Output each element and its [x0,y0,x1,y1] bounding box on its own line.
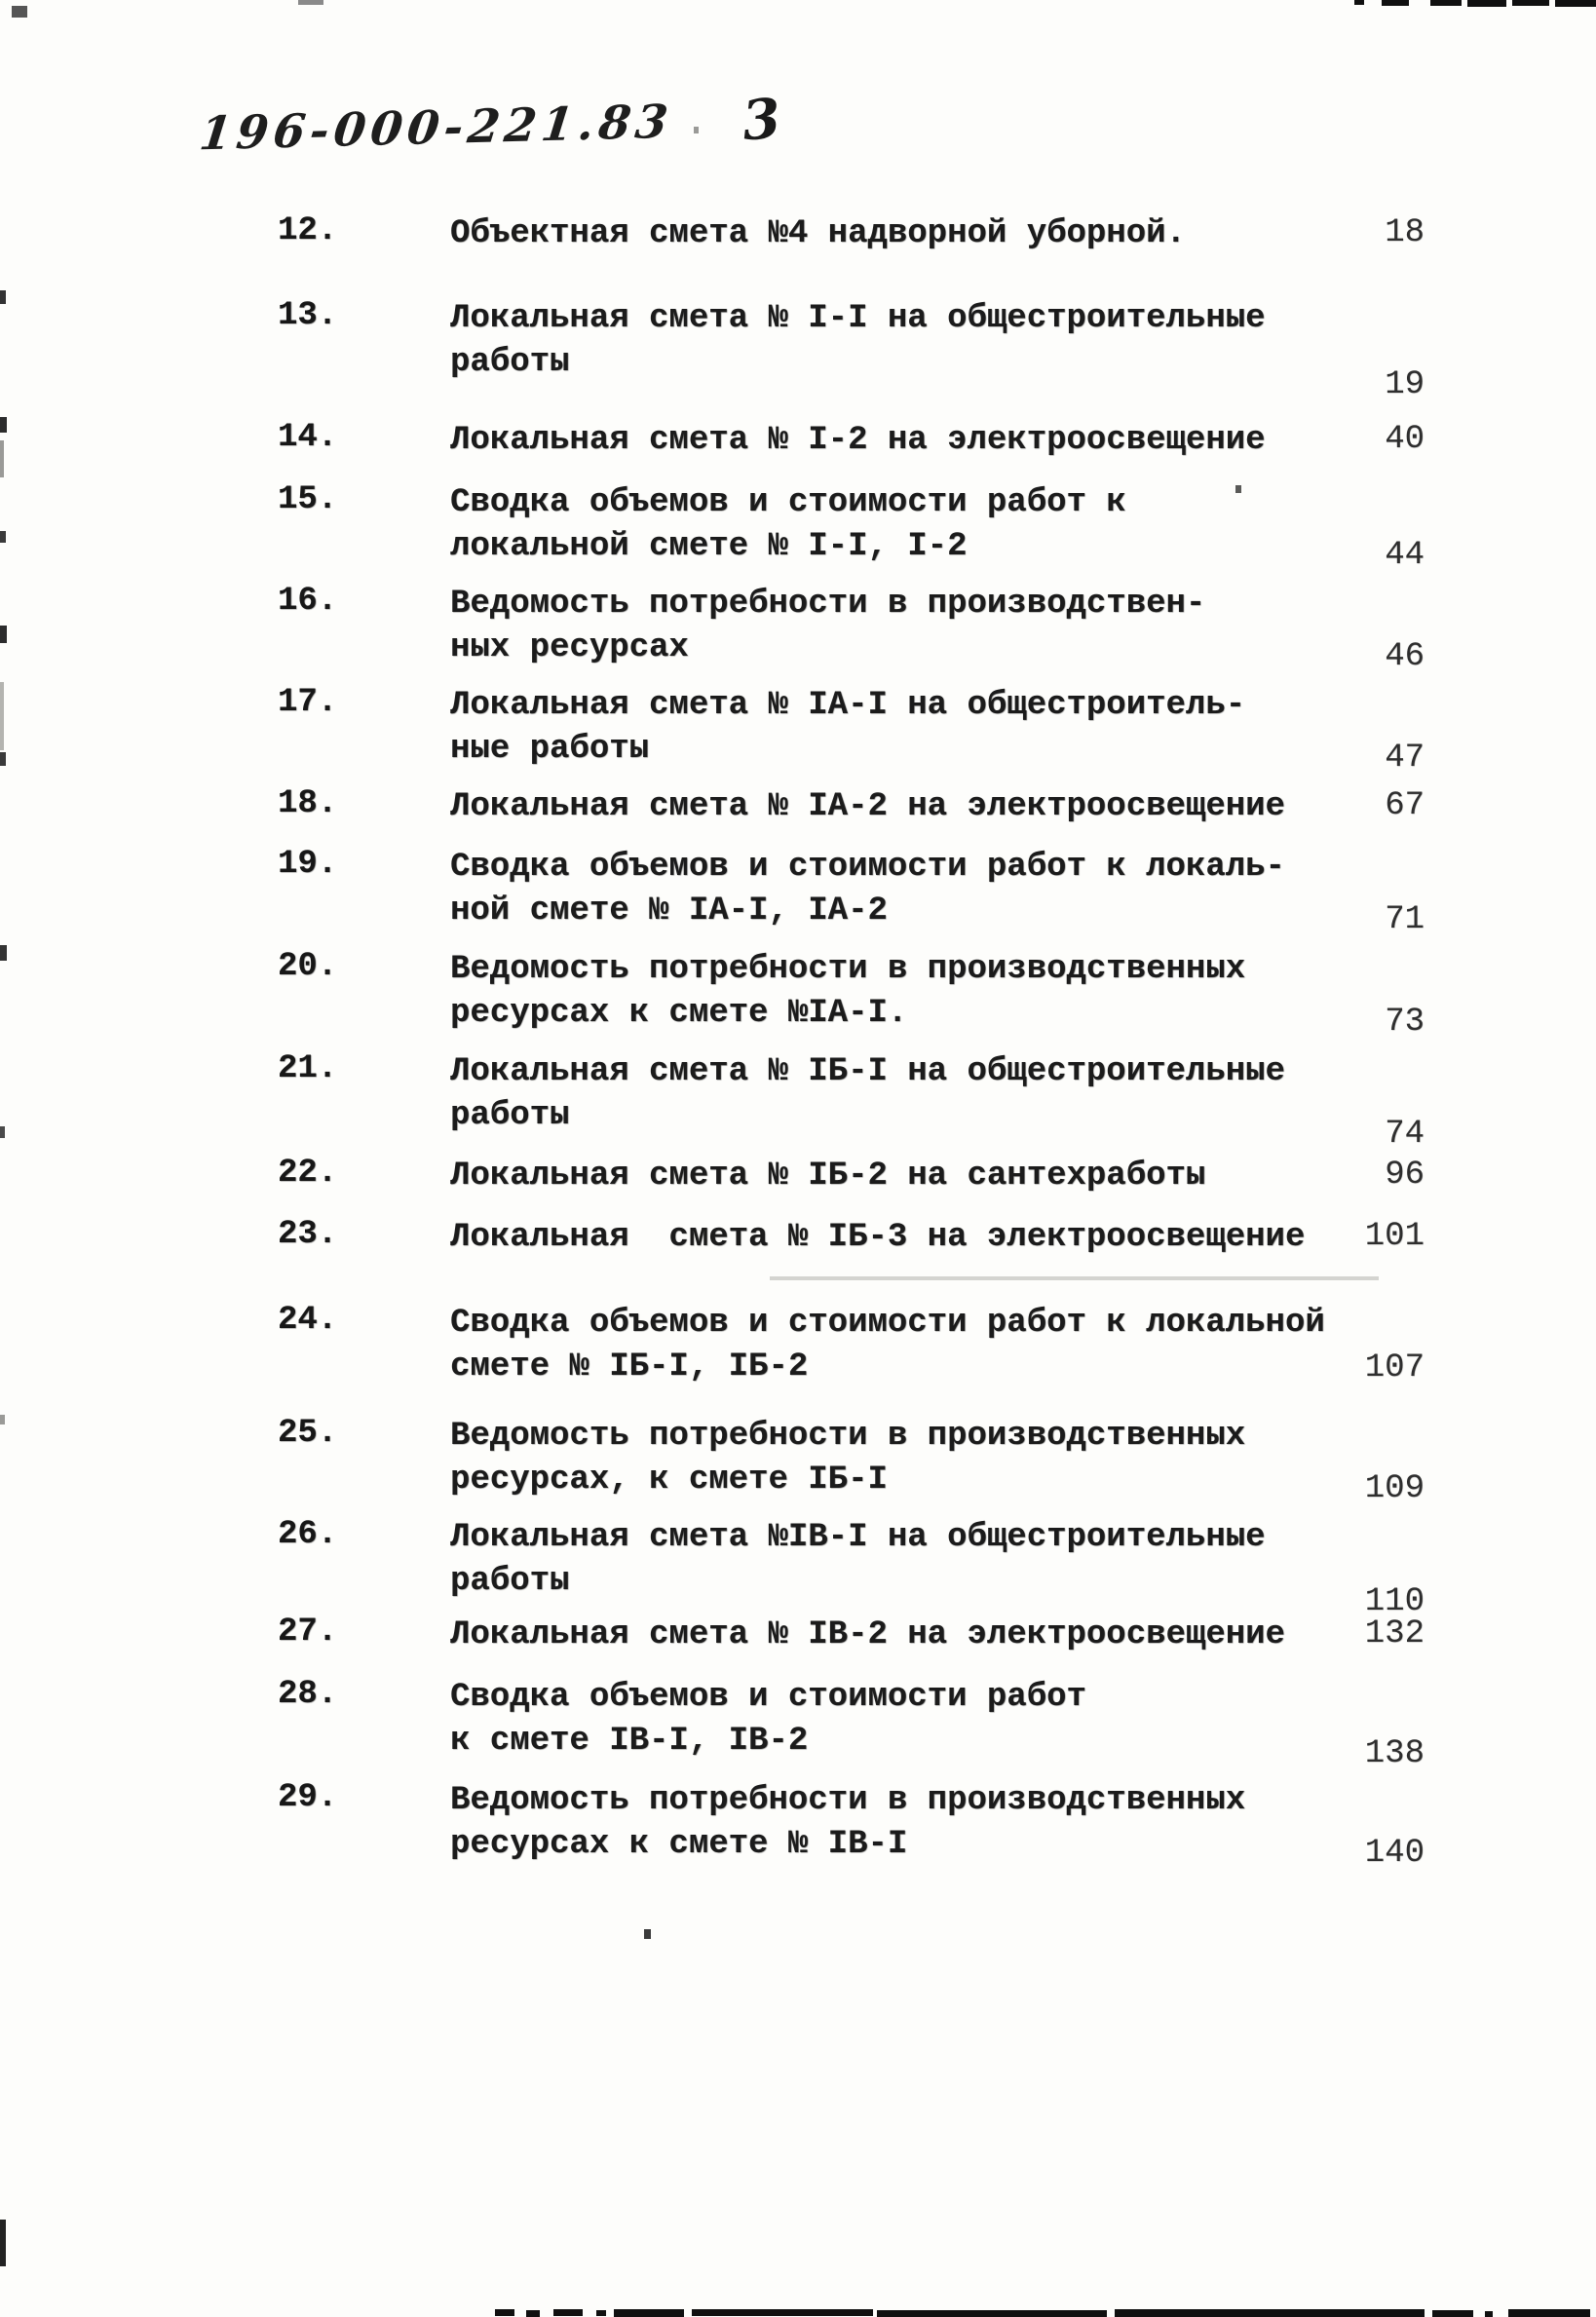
scan-artifact-mark [495,2309,514,2316]
scan-artifact-mark [1512,0,1549,6]
toc-item-page-number: 47 [1385,740,1425,777]
scan-artifact-mark [0,440,4,477]
toc-item-page-number: 19 [1385,366,1425,403]
toc-item-title [450,1676,1337,1764]
scan-artifact-mark [1508,2309,1590,2317]
scan-artifact-mark [1235,485,1241,493]
toc-item-title [450,419,1337,463]
toc-item-title [450,481,1337,569]
scan-artifact-mark [1430,0,1462,6]
scan-artifact-mark [1467,0,1506,7]
toc-item-number: 29. [278,1779,338,1816]
toc-item-number: 23. [278,1216,338,1253]
scan-artifact-mark [1115,2309,1425,2317]
toc-item-title [450,684,1337,772]
toc-item-number: 19. [278,846,338,883]
toc-title-line: Ведомость потребности в производственных [450,1418,1246,1455]
toc-item-title [450,1614,1337,1657]
scan-artifact-mark [0,752,6,766]
toc-item-number: 27. [278,1614,338,1651]
toc-item-page-number: 40 [1385,421,1425,458]
scan-artifact-mark [0,1126,5,1138]
toc-item-page-number: 109 [1364,1470,1425,1507]
toc-item-number: 12. [278,212,338,249]
toc-title-line: ресурсах, к смете IБ-I [450,1462,888,1499]
scan-artifact-mark [1382,0,1409,6]
toc-title-line: Локальная смета №IВ-I на общестроительные [450,1519,1266,1556]
toc-item-number: 18. [278,785,338,822]
toc-item-number: 16. [278,583,338,620]
toc-item-page-number: 44 [1385,537,1425,574]
toc-title-line: ных ресурсах [450,629,689,666]
toc-title-line: Объектная смета №4 надворной уборной. [450,215,1186,252]
toc-title-line: локальной смете № I-I, I-2 [450,528,968,565]
toc-item-title [450,1302,1337,1389]
toc-title-line: смете № IБ-I, IБ-2 [450,1348,809,1386]
toc-item-title [450,1516,1337,1604]
scan-artifact-mark [1555,0,1596,7]
toc-item-page-number: 110 [1364,1583,1425,1620]
toc-item-page-number: 101 [1364,1218,1425,1255]
scan-artifact-mark [1354,0,1364,5]
toc-item-page-number: 132 [1364,1615,1425,1652]
toc-item-number: 25. [278,1415,338,1452]
toc-item-number: 20. [278,948,338,985]
toc-item-title [450,1216,1337,1260]
toc-item-page-number: 140 [1364,1835,1425,1872]
toc-item-page-number: 18 [1385,214,1425,251]
scan-artifact-mark [694,127,699,133]
toc-title-line: Сводка объемов и стоимости работ к локаль- [450,849,1285,886]
toc-title-line: ной смете № IА-I, IА-2 [450,893,888,930]
toc-title-line: Локальная смета № IВ-2 на электроосвещение [450,1616,1285,1653]
toc-item-page-number: 138 [1364,1735,1425,1772]
document-code-handwritten: 196-000-221.83 [196,95,676,162]
scan-artifact-mark [526,2310,540,2317]
toc-title-line: Локальная смета № IБ-3 на электроосвещение [450,1219,1306,1256]
toc-title-line: Сводка объемов и стоимости работ к [450,484,1126,521]
scan-artifact-mark [0,626,7,643]
toc-item-title [450,1779,1337,1867]
toc-item-number: 14. [278,419,338,456]
toc-item-title [450,212,1337,256]
toc-title-line: Ведомость потребности в производственных [450,951,1246,988]
scan-artifact-mark [0,531,6,543]
toc-item-page-number: 74 [1385,1116,1425,1153]
scan-artifact-mark [0,682,4,750]
toc-title-line: работы [450,1563,570,1600]
toc-title-line: Локальная смета № IА-I на общестроитель- [450,687,1246,724]
scan-artifact-mark [1485,2311,1493,2317]
toc-title-line: ресурсах к смете №IА-I. [450,995,908,1032]
toc-item-title [450,1050,1337,1138]
toc-title-line: работы [450,344,570,381]
toc-title-line: работы [450,1097,570,1134]
toc-item-title [450,297,1337,385]
scan-artifact-mark [614,2309,684,2317]
toc-title-line: Ведомость потребности в производственных [450,1782,1246,1819]
toc-item-page-number: 107 [1364,1349,1425,1386]
toc-item-page-number: 96 [1385,1157,1425,1194]
toc-title-line: Ведомость потребности в производствен- [450,586,1206,623]
toc-item-title [450,846,1337,933]
scan-artifact-mark [12,6,27,18]
toc-item-page-number: 71 [1385,901,1425,938]
toc-item-page-number: 73 [1385,1004,1425,1041]
scan-artifact-mark [298,0,323,5]
scan-artifact-mark [0,1415,5,1424]
toc-item-number: 13. [278,297,338,334]
toc-item-title [450,1415,1337,1502]
toc-item-number: 22. [278,1155,338,1192]
scan-artifact-mark [596,2310,606,2316]
scan-artifact-mark [644,1929,651,1939]
toc-item-number: 21. [278,1050,338,1087]
toc-item-title [450,583,1337,670]
toc-title-line: ресурсах к смете № IВ-I [450,1826,908,1863]
scan-artifact-mark [0,2220,6,2266]
toc-item-page-number: 46 [1385,638,1425,675]
scan-artifact-mark [0,945,7,961]
toc-item-number: 26. [278,1516,338,1553]
toc-item-number: 15. [278,481,338,518]
toc-item-title [450,948,1337,1036]
scan-artifact-mark [0,290,6,304]
toc-title-line: Локальная смета № I-2 на электроосвещение [450,422,1266,459]
scan-artifact-mark [0,417,7,433]
toc-title-line: Локальная смета № I-I на общестроительные [450,300,1266,337]
toc-item-number: 24. [278,1302,338,1339]
toc-title-line: Сводка объемов и стоимости работ [450,1679,1086,1716]
toc-title-line: к смете IВ-I, IВ-2 [450,1723,809,1760]
scan-artifact-mark [770,1276,1379,1280]
toc-title-line: Сводка объемов и стоимости работ к локальной [450,1305,1325,1342]
sheet-page-number: 3 [740,86,783,154]
toc-title-line: ные работы [450,731,650,768]
toc-item-number: 28. [278,1676,338,1713]
toc-title-line: Локальная смета № IА-2 на электроосвещение [450,788,1285,825]
toc-title-line: Локальная смета № IБ-I на общестроительные [450,1053,1285,1090]
scan-artifact-mark [877,2310,1107,2317]
scan-artifact-mark [553,2309,583,2316]
scan-artifact-mark [692,2309,873,2316]
toc-item-page-number: 67 [1385,787,1425,824]
scan-artifact-mark [1432,2310,1473,2317]
toc-item-number: 17. [278,684,338,721]
toc-item-title [450,1155,1337,1198]
toc-item-title [450,785,1337,829]
toc-title-line: Локальная смета № IБ-2 на сантехработы [450,1158,1206,1195]
